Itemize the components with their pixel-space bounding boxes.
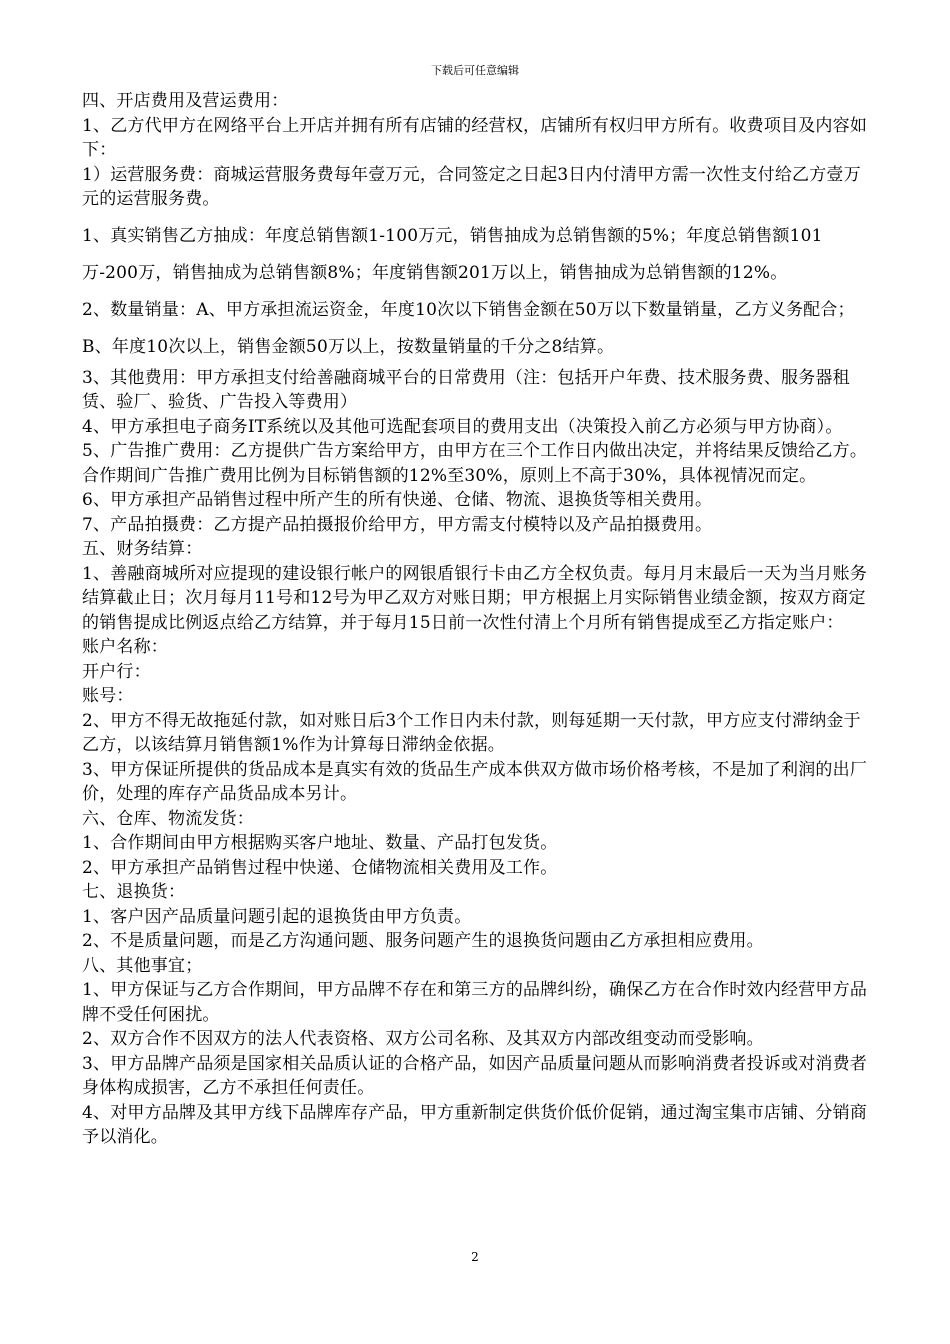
section-heading-finance: 五、财务结算： xyxy=(82,539,203,559)
paragraph: 1、合作期间由甲方根据购买客户地址、数量、产品打包发货。 xyxy=(82,833,558,853)
paragraph: 4、甲方承担电子商务IT系统以及其他可选配套项目的费用支出（决策投入前乙方必须与甲方协商）。 xyxy=(82,416,843,437)
account-name-label: 账户名称： xyxy=(82,637,168,657)
page-header: 下载后可任意编辑 xyxy=(431,64,519,77)
paragraph: 2、双方合作不因双方的法人代表资格、双方公司名称、及其双方内部改组变动而受影响。 xyxy=(82,1029,764,1049)
paragraph: 1、真实销售乙方抽成：年度总销售额1-100万元，销售抽成为总销售额的5%；年度总销售额101万-200万，销售抽成为总销售额8%；年度销售额201万以上，销售抽成为总销售额的12%。 xyxy=(82,225,823,283)
paragraph: 2、甲方承担产品销售过程中快递、仓储物流相关费用及工作。 xyxy=(82,857,558,878)
paragraph: 2、甲方不得无故拖延付款，如对账日后3个工作日内未付款，则每延期一天付款，甲方应支付滞纳金于乙方，以该结算月销售额1%作为计算每日滞纳金依据。 xyxy=(82,710,861,755)
paragraph: 1、客户因产品质量问题引起的退换货由甲方负责。 xyxy=(82,906,472,927)
paragraph: 3、甲方保证所提供的货品成本是真实有效的货品生产成本供双方做市场价格考核，不是加了利润的出厂价，处理的库存产品货品成本另计。 xyxy=(82,759,868,804)
paragraph: 7、产品拍摄费：乙方提产品拍摄报价给甲方，甲方需支付模特以及产品拍摄费用。 xyxy=(82,514,713,535)
page-number: 2 xyxy=(471,1250,479,1264)
section-heading-fees: 四、开店费用及营运费用： xyxy=(82,91,289,111)
paragraph: 6、甲方承担产品销售过程中所产生的所有快递、仓储、物流、退换货等相关费用。 xyxy=(82,490,713,510)
paragraph: 3、其他费用：甲方承担支付给善融商城平台的日常费用（注：包括开户年费、技术服务费、服务器租赁、验厂、验货、广告投入等费用） xyxy=(82,367,850,412)
document-body xyxy=(82,89,868,1150)
account-number-label: 账号： xyxy=(82,686,134,706)
paragraph: 1）运营服务费：商城运营服务费每年壹万元，合同签定之日起3日内付清甲方需一次性支付给乙方壹万元的运营服务费。 xyxy=(82,164,861,209)
paragraph: 2、数量销量：A、甲方承担流运资金，年度10次以下销售金额在50万以下数量销量，乙方义务配合；B、年度10次以上，销售金额50万以上，按数量销量的千分之8结算。 xyxy=(82,299,855,357)
paragraph: 4、对甲方品牌及其甲方线下品牌库存产品，甲方重新制定供货价低价促销，通过淘宝集市店铺、分销商予以消化。 xyxy=(82,1102,868,1147)
paragraph: 3、甲方品牌产品须是国家相关品质认证的合格产品，如因产品质量问题从而影响消费者投诉或对消费者身体构成损害，乙方不承担任何责任。 xyxy=(82,1053,868,1098)
section-heading-returns: 七、退换货： xyxy=(82,882,186,902)
section-heading-warehouse: 六、仓库、物流发货： xyxy=(82,808,254,829)
paragraph: 1、甲方保证与乙方合作期间，甲方品牌不存在和第三方的品牌纠纷，确保乙方在合作时效内经营甲方品牌不受任何困扰。 xyxy=(82,980,868,1025)
section-heading-other: 八、其他事宜； xyxy=(82,955,203,976)
paragraph: 1、善融商城所对应提现的建设银行帐户的网银盾银行卡由乙方全权负责。每月月末最后一天为当月账务结算截止日；次月每月11号和12号为甲乙双方对账日期；甲方根据上月实际销售业绩金额，按双方商定的销售提成比例返点给乙方结算，并于每月15日前一次性付清上个月所有销售提成至乙方指定账户： xyxy=(82,563,868,633)
paragraph: 2、不是质量问题，而是乙方沟通问题、服务问题产生的退换货问题由乙方承担相应费用。 xyxy=(82,931,764,951)
paragraph: 1、乙方代甲方在网络平台上开店并拥有所有店铺的经营权，店铺所有权归甲方所有。收费项目及内容如下： xyxy=(82,115,868,160)
bank-label: 开户行： xyxy=(82,661,151,682)
paragraph: 5、广告推广费用：乙方提供广告方案给甲方，由甲方在三个工作日内做出决定，并将结果反馈给乙方。合作期间广告推广费用比例为目标销售额的12%至30%，原则上不高于30%，具体视情况而定。 xyxy=(82,441,868,486)
